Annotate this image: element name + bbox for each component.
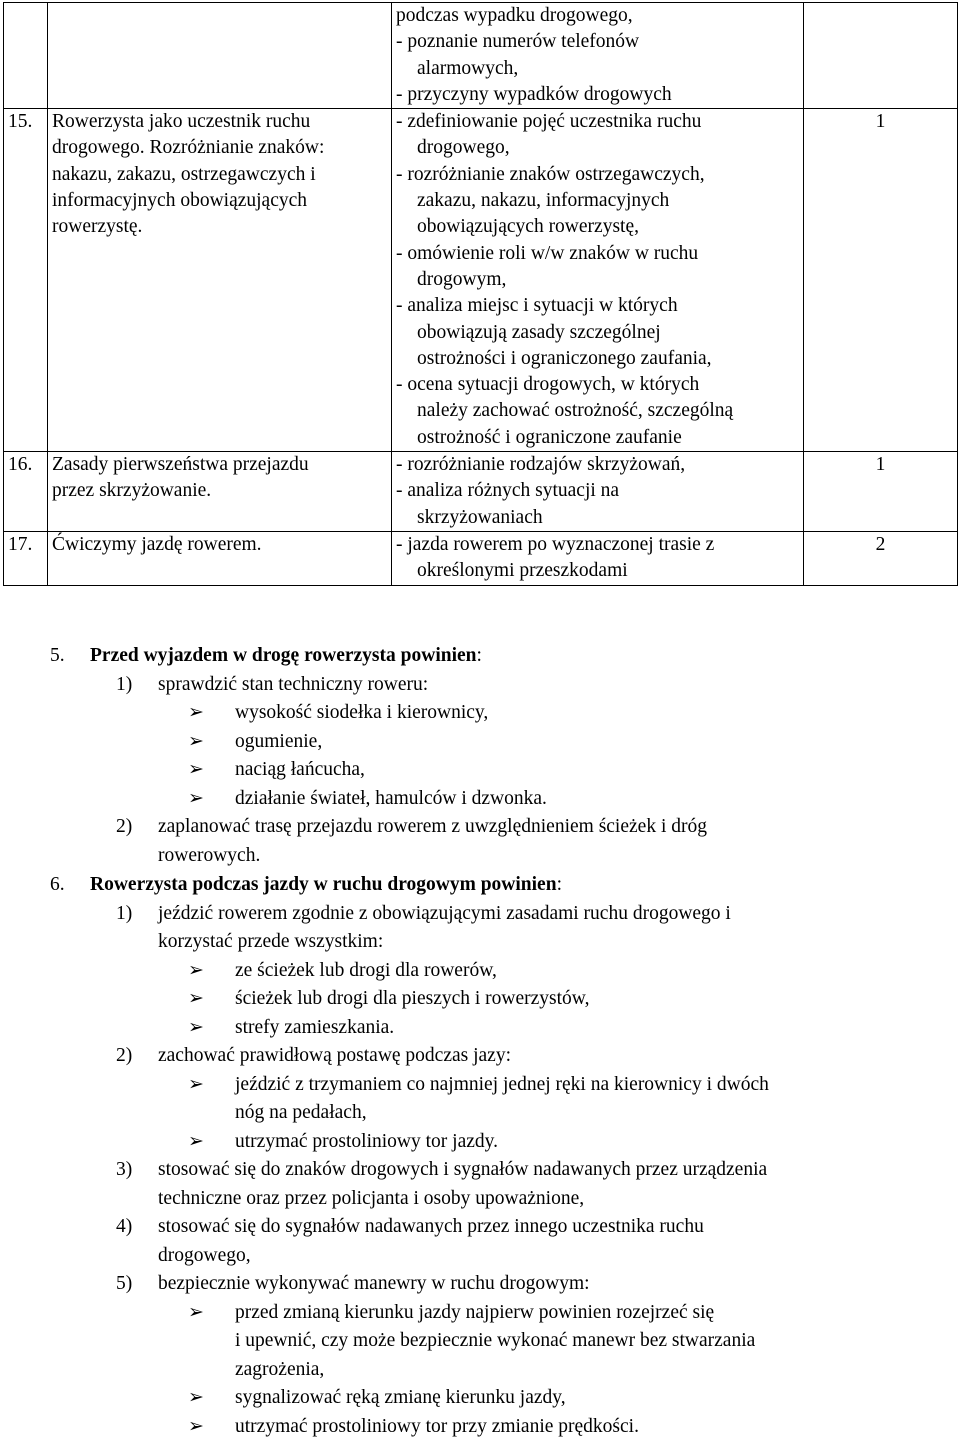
- bullet-text: naciąg łańcucha,: [235, 756, 365, 784]
- topic-line: nakazu, zakazu, ostrzegawczych i: [52, 162, 387, 188]
- topic-line: Rowerzysta jako uczestnik ruchu: [52, 109, 387, 135]
- topic-line: rowerzystę.: [52, 214, 387, 240]
- content-line: - przyczyny wypadków drogowych: [396, 82, 799, 108]
- content-line: - zdefiniowanie pojęć uczestnika ruchu: [396, 109, 799, 135]
- list-item-line: [0, 1185, 960, 1214]
- arrow-bullet-icon: ➢: [188, 1128, 204, 1156]
- table-row: [4, 109, 958, 452]
- bullet-line: [0, 1299, 960, 1328]
- list-item-number: 4): [116, 1213, 132, 1241]
- content-line: - analiza różnych sytuacji na: [396, 478, 799, 504]
- bullet-line: [0, 1384, 960, 1413]
- row-hours: 1: [804, 452, 958, 532]
- bullet-text: i upewnić, czy może bezpiecznie wykonać manewr bez stwarzania: [235, 1327, 755, 1355]
- list-item-line: [0, 928, 960, 957]
- bullet-text: zagrożenia,: [235, 1356, 324, 1384]
- list-item-text: techniczne oraz przez policjanta i osoby upoważnione,: [158, 1185, 584, 1213]
- bullet-line: [0, 1413, 960, 1441]
- list-item-line: [0, 1270, 960, 1299]
- section-number: 6.: [50, 871, 65, 899]
- bullet-text: utrzymać prostoliniowy tor przy zmianie prędkości.: [235, 1413, 639, 1441]
- row-content: [392, 531, 804, 585]
- content-line: obowiązujących rowerzystę,: [396, 214, 799, 240]
- content-line: - rozróżnianie znaków ostrzegawczych,: [396, 162, 799, 188]
- section-title-colon: :: [557, 874, 562, 895]
- topic-line: drogowego. Rozróżnianie znaków:: [52, 135, 387, 161]
- section-title-colon: :: [477, 645, 482, 666]
- table-row: [4, 3, 958, 109]
- topic-line: Ćwiczymy jazdę rowerem.: [52, 532, 387, 558]
- content-line: ostrożności i ograniczonego zaufania,: [396, 346, 799, 372]
- arrow-bullet-icon: ➢: [188, 1014, 204, 1042]
- bullet-text: sygnalizować ręką zmianę kierunku jazdy,: [235, 1384, 566, 1412]
- bullet-text: przed zmianą kierunku jazdy najpierw powinien rozejrzeć się: [235, 1299, 714, 1327]
- list-item-line: [0, 842, 960, 871]
- row-number: 17.: [4, 531, 48, 585]
- list-item-text: drogowego,: [158, 1242, 251, 1270]
- bullet-text: działanie świateł, hamulców i dzwonka.: [235, 785, 547, 813]
- bullet-text: ogumienie,: [235, 728, 322, 756]
- section-6: [0, 871, 960, 1441]
- content-line: ostrożność i ograniczone zaufanie: [396, 425, 799, 451]
- row-hours: 1: [804, 109, 958, 452]
- row-content: [392, 109, 804, 452]
- list-item-line: [0, 1213, 960, 1242]
- list-item-text: stosować się do znaków drogowych i sygnałów nadawanych przez urządzenia: [158, 1156, 767, 1184]
- list-item-number: 2): [116, 813, 132, 841]
- row-content: [392, 452, 804, 532]
- content-line: drogowego,: [396, 135, 799, 161]
- arrow-bullet-icon: ➢: [188, 1299, 204, 1327]
- section-heading: [0, 642, 960, 671]
- bullet-text: strefy zamieszkania.: [235, 1014, 394, 1042]
- bullet-line: [0, 785, 960, 814]
- section-title: [90, 871, 562, 899]
- bullet-text: nóg na pedałach,: [235, 1099, 367, 1127]
- arrow-bullet-icon: ➢: [188, 1384, 204, 1412]
- table-row: [4, 531, 958, 585]
- topic-line: przez skrzyżowanie.: [52, 478, 387, 504]
- row-number: 15.: [4, 109, 48, 452]
- row-topic: [48, 109, 392, 452]
- bullet-line: [0, 957, 960, 986]
- row-topic: [48, 3, 392, 109]
- list-item-number: 1): [116, 900, 132, 928]
- list-item-text: zaplanować trasę przejazdu rowerem z uwzględnieniem ścieżek i dróg: [158, 813, 707, 841]
- bullet-line: [0, 1071, 960, 1100]
- bullet-line: [0, 1327, 960, 1356]
- arrow-bullet-icon: ➢: [188, 985, 204, 1013]
- row-topic: [48, 531, 392, 585]
- list-item-line: [0, 671, 960, 700]
- content-line: drogowym,: [396, 267, 799, 293]
- content-line: obowiązują zasady szczególnej: [396, 320, 799, 346]
- row-hours: 2: [804, 531, 958, 585]
- list-item-text: korzystać przede wszystkim:: [158, 928, 383, 956]
- row-topic: [48, 452, 392, 532]
- section-title-text: Rowerzysta podczas jazdy w ruchu drogowym powinien: [90, 874, 557, 895]
- bullet-line: [0, 985, 960, 1014]
- bullet-line: [0, 1128, 960, 1157]
- list-item-number: 5): [116, 1270, 132, 1298]
- arrow-bullet-icon: ➢: [188, 957, 204, 985]
- section-5: [0, 642, 960, 870]
- list-item-text: bezpiecznie wykonywać manewry w ruchu drogowym:: [158, 1270, 590, 1298]
- list-item-line: [0, 813, 960, 842]
- content-line: określonymi przeszkodami: [396, 558, 799, 584]
- section-heading: [0, 871, 960, 900]
- list-item-text: zachować prawidłową postawę podczas jazy:: [158, 1042, 511, 1070]
- list-item-number: 2): [116, 1042, 132, 1070]
- list-item-number: 1): [116, 671, 132, 699]
- list-item-line: [0, 1242, 960, 1271]
- content-line: należy zachować ostrożność, szczególną: [396, 398, 799, 424]
- content-line: - analiza miejsc i sytuacji w których: [396, 293, 799, 319]
- arrow-bullet-icon: ➢: [188, 1413, 204, 1441]
- content-line: - ocena sytuacji drogowych, w których: [396, 372, 799, 398]
- content-line: - omówienie roli w/w znaków w ruchu: [396, 241, 799, 267]
- content-line: - poznanie numerów telefonów: [396, 29, 799, 55]
- row-number: [4, 3, 48, 109]
- list-item-line: [0, 900, 960, 929]
- bullet-text: utrzymać prostoliniowy tor jazdy.: [235, 1128, 498, 1156]
- arrow-bullet-icon: ➢: [188, 699, 204, 727]
- bullet-line: [0, 1014, 960, 1043]
- bullet-text: ścieżek lub drogi dla pieszych i rowerzystów,: [235, 985, 590, 1013]
- list-item-line: [0, 1156, 960, 1185]
- curriculum-table: [3, 2, 958, 586]
- bullet-line: [0, 756, 960, 785]
- list-item-line: [0, 1042, 960, 1071]
- content-line: - jazda rowerem po wyznaczonej trasie z: [396, 532, 799, 558]
- list-item-text: rowerowych.: [158, 842, 260, 870]
- row-number: 16.: [4, 452, 48, 532]
- bullet-line: [0, 728, 960, 757]
- bullet-line: [0, 1099, 960, 1128]
- section-number: 5.: [50, 642, 65, 670]
- arrow-bullet-icon: ➢: [188, 785, 204, 813]
- section-title: [90, 642, 482, 670]
- section-title-text: Przed wyjazdem w drogę rowerzysta powinien: [90, 645, 477, 666]
- content-line: podczas wypadku drogowego,: [396, 3, 799, 29]
- bullet-text: jeździć z trzymaniem co najmniej jednej ręki na kierownicy i dwóch: [235, 1071, 769, 1099]
- bullet-line: [0, 1356, 960, 1385]
- bullet-text: ze ścieżek lub drogi dla rowerów,: [235, 957, 497, 985]
- list-item-text: jeździć rowerem zgodnie z obowiązującymi zasadami ruchu drogowego i: [158, 900, 731, 928]
- topic-line: Zasady pierwszeństwa przejazdu: [52, 452, 387, 478]
- arrow-bullet-icon: ➢: [188, 1071, 204, 1099]
- table-row: [4, 452, 958, 532]
- list-item-text: stosować się do sygnałów nadawanych przez innego uczestnika ruchu: [158, 1213, 704, 1241]
- arrow-bullet-icon: ➢: [188, 756, 204, 784]
- topic-line: informacyjnych obowiązujących: [52, 188, 387, 214]
- row-hours: [804, 3, 958, 109]
- list-item-text: sprawdzić stan techniczny roweru:: [158, 671, 428, 699]
- bullet-line: [0, 699, 960, 728]
- list-item-number: 3): [116, 1156, 132, 1184]
- content-line: alarmowych,: [396, 56, 799, 82]
- content-line: zakazu, nakazu, informacyjnych: [396, 188, 799, 214]
- content-line: - rozróżnianie rodzajów skrzyżowań,: [396, 452, 799, 478]
- arrow-bullet-icon: ➢: [188, 728, 204, 756]
- row-content: [392, 3, 804, 109]
- bullet-text: wysokość siodełka i kierownicy,: [235, 699, 488, 727]
- content-line: skrzyżowaniach: [396, 505, 799, 531]
